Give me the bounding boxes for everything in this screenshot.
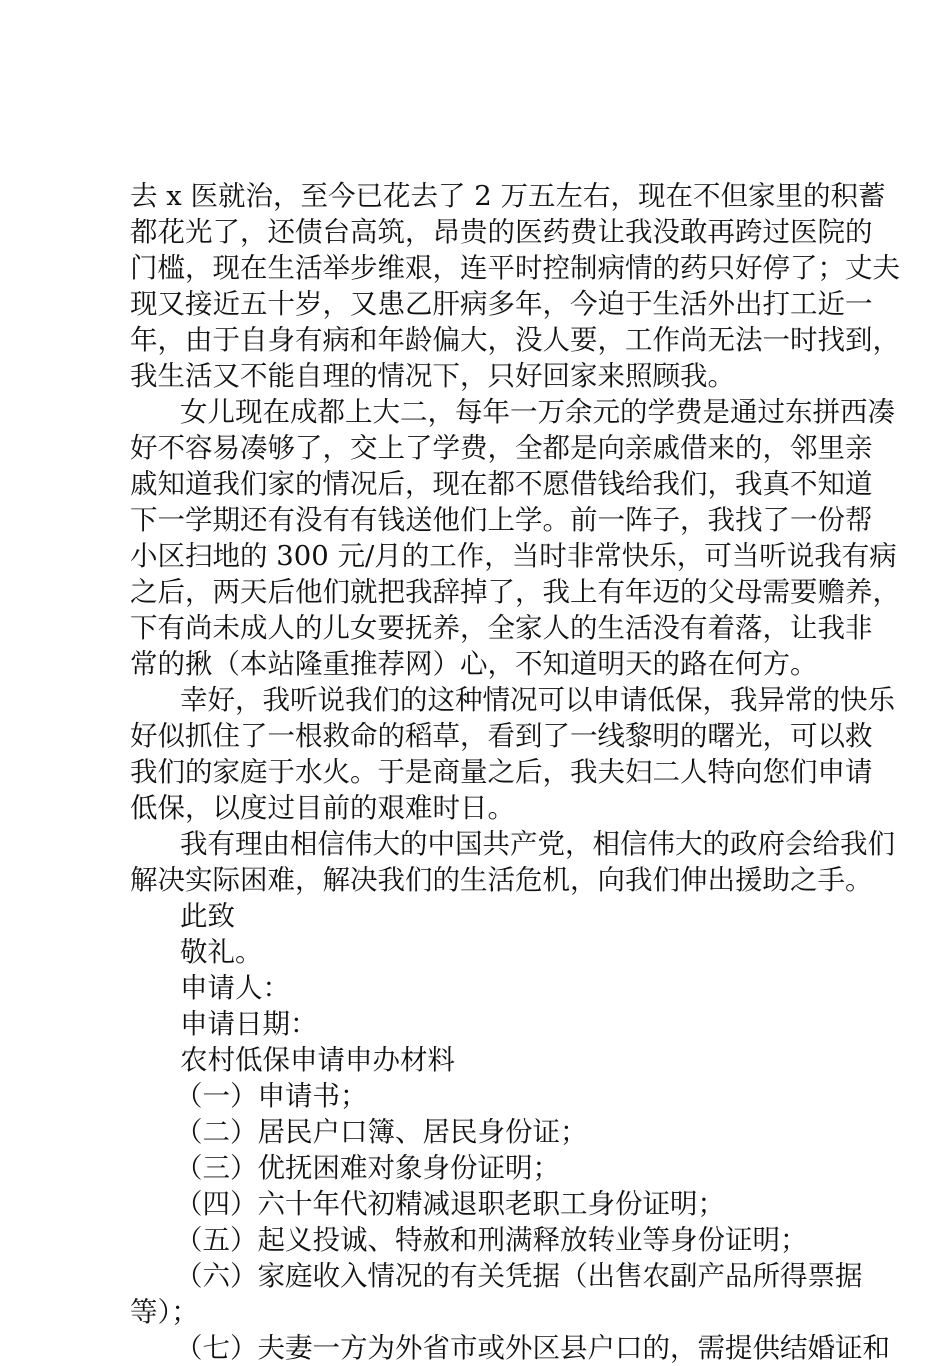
text-line: 年，由于自身有病和年龄偏大，没人要，工作尚无法一时找到， bbox=[130, 324, 900, 356]
list-item: （六）家庭收入情况的有关凭据（出售农副产品所得票据 bbox=[175, 1260, 863, 1292]
text-line: 常的揪（本站隆重推荐网）心，不知道明天的路在何方。 bbox=[130, 648, 818, 680]
text-line: 我们的家庭于水火。于是商量之后，我夫妇二人特向您们申请 bbox=[130, 756, 873, 788]
text-line: 我生活又不能自理的情况下，只好回家来照顾我。 bbox=[130, 360, 735, 392]
text-line: 之后，两天后他们就把我辞掉了，我上有年迈的父母需要赡养， bbox=[130, 576, 900, 608]
list-item: （四）六十年代初精减退职老职工身份证明； bbox=[175, 1188, 725, 1220]
text-line: 低保，以度过目前的艰难时日。 bbox=[130, 792, 515, 824]
paragraph-start: 我有理由相信伟大的中国共产党，相信伟大的政府会给我们 bbox=[180, 828, 895, 860]
text-line: 都花光了，还债台高筑，昂贵的医药费让我没敢再跨过医院的 bbox=[130, 216, 873, 248]
text-line: 现又接近五十岁，又患乙肝病多年，今迫于生活外出打工近一 bbox=[130, 288, 873, 320]
list-item: （三）优抚困难对象身份证明； bbox=[175, 1152, 560, 1184]
list-item: （一）申请书； bbox=[175, 1080, 368, 1112]
text-line: 小区扫地的 300 元/月的工作，当时非常快乐，可当听说我有病 bbox=[130, 540, 897, 572]
section-heading: 农村低保申请申办材料 bbox=[180, 1044, 455, 1076]
text-line: 等）； bbox=[130, 1296, 199, 1328]
applicant-label: 申请人： bbox=[180, 972, 290, 1004]
text-line: 下一学期还有没有有钱送他们上学。前一阵子，我找了一份帮 bbox=[130, 504, 873, 536]
text-line: 下有尚未成人的儿女要抚养，全家人的生活没有着落，让我非 bbox=[130, 612, 873, 644]
paragraph-start: 女儿现在成都上大二，每年一万余元的学费是通过东拼西凑 bbox=[180, 396, 895, 428]
list-item: （七）夫妻一方为外省市或外区县户口的，需提供结婚证和 bbox=[175, 1332, 890, 1364]
text-line: 好不容易凑够了，交上了学费，全都是向亲戚借来的，邻里亲 bbox=[130, 432, 873, 464]
text-line: 去 x 医就治，至今已花去了 2 万五左右，现在不但家里的积蓄 bbox=[130, 180, 886, 212]
text-line: 戚知道我们家的情况后，现在都不愿借钱给我们，我真不知道 bbox=[130, 468, 873, 500]
list-item: （二）居民户口簿、居民身份证； bbox=[175, 1116, 588, 1148]
closing: 敬礼。 bbox=[180, 936, 263, 968]
text-line: 门槛，现在生活举步维艰，连平时控制病情的药只好停了；丈夫 bbox=[130, 252, 900, 284]
text-line: 好似抓住了一根救命的稻草，看到了一线黎明的曙光，可以救 bbox=[130, 720, 873, 752]
text-line: 解决实际困难，解决我们的生活危机，向我们伸出援助之手。 bbox=[130, 864, 873, 896]
paragraph-start: 幸好，我听说我们的这种情况可以申请低保，我异常的快乐 bbox=[180, 684, 895, 716]
date-label: 申请日期： bbox=[180, 1008, 318, 1040]
salutation: 此致 bbox=[180, 900, 235, 932]
list-item: （五）起义投诚、特赦和刑满释放转业等身份证明； bbox=[175, 1224, 808, 1256]
